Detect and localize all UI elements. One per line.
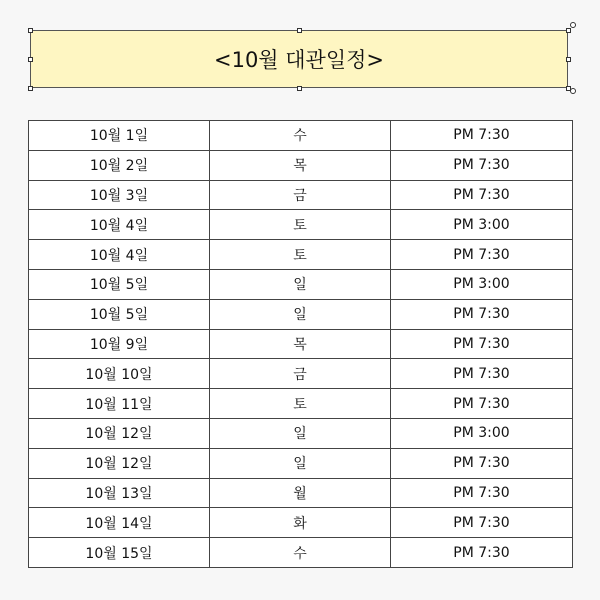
weekday-cell[interactable]: 목	[210, 329, 391, 359]
date-cell[interactable]: 10월 12일	[29, 448, 210, 478]
table-row	[29, 448, 573, 478]
date-cell[interactable]: 10월 4일	[29, 240, 210, 270]
resize-handle-top-left[interactable]	[28, 28, 33, 33]
table-row	[29, 240, 573, 270]
schedule-table-body	[29, 121, 573, 568]
resize-handle-top-right[interactable]	[566, 28, 571, 33]
date-cell[interactable]: 10월 5일	[29, 299, 210, 329]
date-cell[interactable]: 10월 10일	[29, 359, 210, 389]
weekday-cell[interactable]: 목	[210, 150, 391, 180]
time-cell[interactable]: PM 7:30	[391, 329, 573, 359]
resize-handle-middle-left[interactable]	[28, 57, 33, 62]
time-cell[interactable]: PM 7:30	[391, 538, 573, 568]
weekday-cell[interactable]: 금	[210, 180, 391, 210]
weekday-cell[interactable]: 수	[210, 121, 391, 151]
date-cell[interactable]: 10월 5일	[29, 269, 210, 299]
date-cell[interactable]: 10월 4일	[29, 210, 210, 240]
weekday-cell[interactable]: 화	[210, 508, 391, 538]
time-cell[interactable]: PM 3:00	[391, 418, 573, 448]
date-cell[interactable]: 10월 11일	[29, 389, 210, 419]
date-cell[interactable]: 10월 2일	[29, 150, 210, 180]
time-cell[interactable]: PM 7:30	[391, 478, 573, 508]
time-cell[interactable]: PM 7:30	[391, 299, 573, 329]
title-textbox[interactable]	[30, 30, 568, 88]
table-row	[29, 150, 573, 180]
table-row	[29, 389, 573, 419]
date-cell[interactable]: 10월 9일	[29, 329, 210, 359]
weekday-cell[interactable]: 토	[210, 210, 391, 240]
resize-handle-bottom-center[interactable]	[297, 86, 302, 91]
time-cell[interactable]: PM 7:30	[391, 150, 573, 180]
schedule-table	[28, 120, 573, 568]
weekday-cell[interactable]: 월	[210, 478, 391, 508]
table-row	[29, 329, 573, 359]
weekday-cell[interactable]: 일	[210, 299, 391, 329]
table-row	[29, 121, 573, 151]
weekday-cell[interactable]: 수	[210, 538, 391, 568]
weekday-cell[interactable]: 일	[210, 269, 391, 299]
table-row	[29, 210, 573, 240]
weekday-cell[interactable]: 토	[210, 240, 391, 270]
date-cell[interactable]: 10월 14일	[29, 508, 210, 538]
resize-handle-middle-right[interactable]	[566, 57, 571, 62]
date-cell[interactable]: 10월 12일	[29, 418, 210, 448]
table-row	[29, 478, 573, 508]
resize-handle-bottom-left[interactable]	[28, 86, 33, 91]
table-row	[29, 538, 573, 568]
date-cell[interactable]: 10월 15일	[29, 538, 210, 568]
table-row	[29, 180, 573, 210]
time-cell[interactable]: PM 7:30	[391, 240, 573, 270]
time-cell[interactable]: PM 7:30	[391, 359, 573, 389]
time-cell[interactable]: PM 3:00	[391, 269, 573, 299]
date-cell[interactable]: 10월 3일	[29, 180, 210, 210]
table-row	[29, 359, 573, 389]
weekday-cell[interactable]: 일	[210, 448, 391, 478]
time-cell[interactable]: PM 7:30	[391, 448, 573, 478]
table-row	[29, 508, 573, 538]
weekday-cell[interactable]: 토	[210, 389, 391, 419]
resize-handle-top-center[interactable]	[297, 28, 302, 33]
weekday-cell[interactable]: 일	[210, 418, 391, 448]
time-cell[interactable]: PM 3:00	[391, 210, 573, 240]
rotate-handle-icon[interactable]	[570, 22, 576, 28]
table-row	[29, 269, 573, 299]
time-cell[interactable]: PM 7:30	[391, 180, 573, 210]
date-cell[interactable]: 10월 1일	[29, 121, 210, 151]
time-cell[interactable]: PM 7:30	[391, 508, 573, 538]
weekday-cell[interactable]: 금	[210, 359, 391, 389]
time-cell[interactable]: PM 7:30	[391, 121, 573, 151]
time-cell[interactable]: PM 7:30	[391, 389, 573, 419]
page-title: <10월 대관일정>	[213, 48, 385, 72]
rotate-handle-icon[interactable]	[570, 88, 576, 94]
table-row	[29, 418, 573, 448]
table-row	[29, 299, 573, 329]
date-cell[interactable]: 10월 13일	[29, 478, 210, 508]
